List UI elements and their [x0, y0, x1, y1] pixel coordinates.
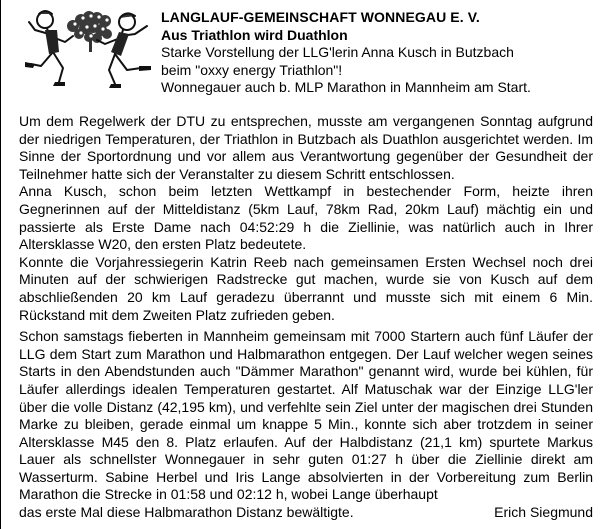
organization-title: LANGLAUF-GEMEINSCHAFT WONNEGAU E. V. — [161, 9, 480, 25]
last-sentence: das erste Mal diese Halbmarathon Distanz bewältigte. — [19, 504, 354, 521]
author-signature: Erich Siegmund — [494, 504, 593, 521]
paragraph-katrin-reeb: Konnte die Vorjahressiegerin Katrin Reeb nach gemeinsamen Ersten Wechsel noch drei Minuten auf der schwierigen Radstrecke gut machen, wurde sie von Kusch auf dem abschließenden 20 km Lauf geradezu überrannt und musste sich mit einem 6 Min. Rückstand mit dem Zweiten Platz zufrieden geben. — [19, 253, 593, 323]
intro-line: beim "oxxy energy Triathlon"! — [161, 61, 343, 78]
paragraph-anna-kusch: Anna Kusch, schon beim letzten Wettkampf in bestechender Form, heizte ihren Gegnerinnen auf der Mitteldistanz (5km Lauf, 78km Rad, 20km Lauf) mächtig ein und passierte als Erste Dame nach 04:52:29 h die Ziellinie, was natürlich auch in Ihrer Altersklasse W20, den ersten Platz bedeutete. — [19, 183, 593, 253]
paragraph-dtu-rules: Um dem Regelwerk der DTU zu entsprechen, musste am vergangenen Sonntag aufgrund der niedrigen Temperaturen, der Triathlon in Butzbach als Duathlon ausgerichtet werden. Im Sinne der Sportordnung und vor allem aus Verantwortung gegenüber der Gesundheit der Teilnehmer hatte sich der Veranstalter zu diesem Schritt entschlossen. — [19, 113, 593, 182]
intro-line: Wonnegauer auch b. MLP Marathon in Mannheim am Start. — [161, 79, 531, 95]
article-header — [161, 8, 597, 97]
runners-logo-icon — [23, 4, 155, 94]
closing-line — [19, 504, 593, 522]
intro-line: Starke Vorstellung der LLG'lerin Anna Kusch in Butzbach — [161, 44, 514, 60]
paragraph-mannheim-marathon: Schon samstags fieberten in Mannheim gemeinsam mit 7000 Startern auch fünf Läufer der LLG dem Start zum Marathon und Halbmarathon entgegen. Der Lauf welcher wegen seines Starts in den Abendstunden auch "Dämmer Marathon" genannt wird, wurde bei kühlen, für Läufer allerdings idealen Temperaturen gestartet. Alf Matuschak war der Einzige LLG'ler über die volle Distanz (42,195 km), und verfehlte sein Ziel unter der magischen drei Stunden Marke zu bleiben, gerade einmal um knappe 5 Min., konnte sich aber trotzdem in seiner Altersklasse M45 den 8. Platz erlaufen. Auf der Halbdistanz (21,1 km) spurtete Markus Lauer als schnellster Wonnegauer in sehr guten 01:27 h über die Ziellinie direkt am Wasserturm. Sabine Herbel und Iris Lange absolvierten in der Vorbereitung zum Berlin Marathon die Strecke in 01:58 und 02:12 h, wobei Lange überhaupt — [19, 328, 593, 503]
article-headline: Aus Triathlon wird Duathlon — [161, 27, 348, 43]
article-body — [19, 113, 593, 522]
